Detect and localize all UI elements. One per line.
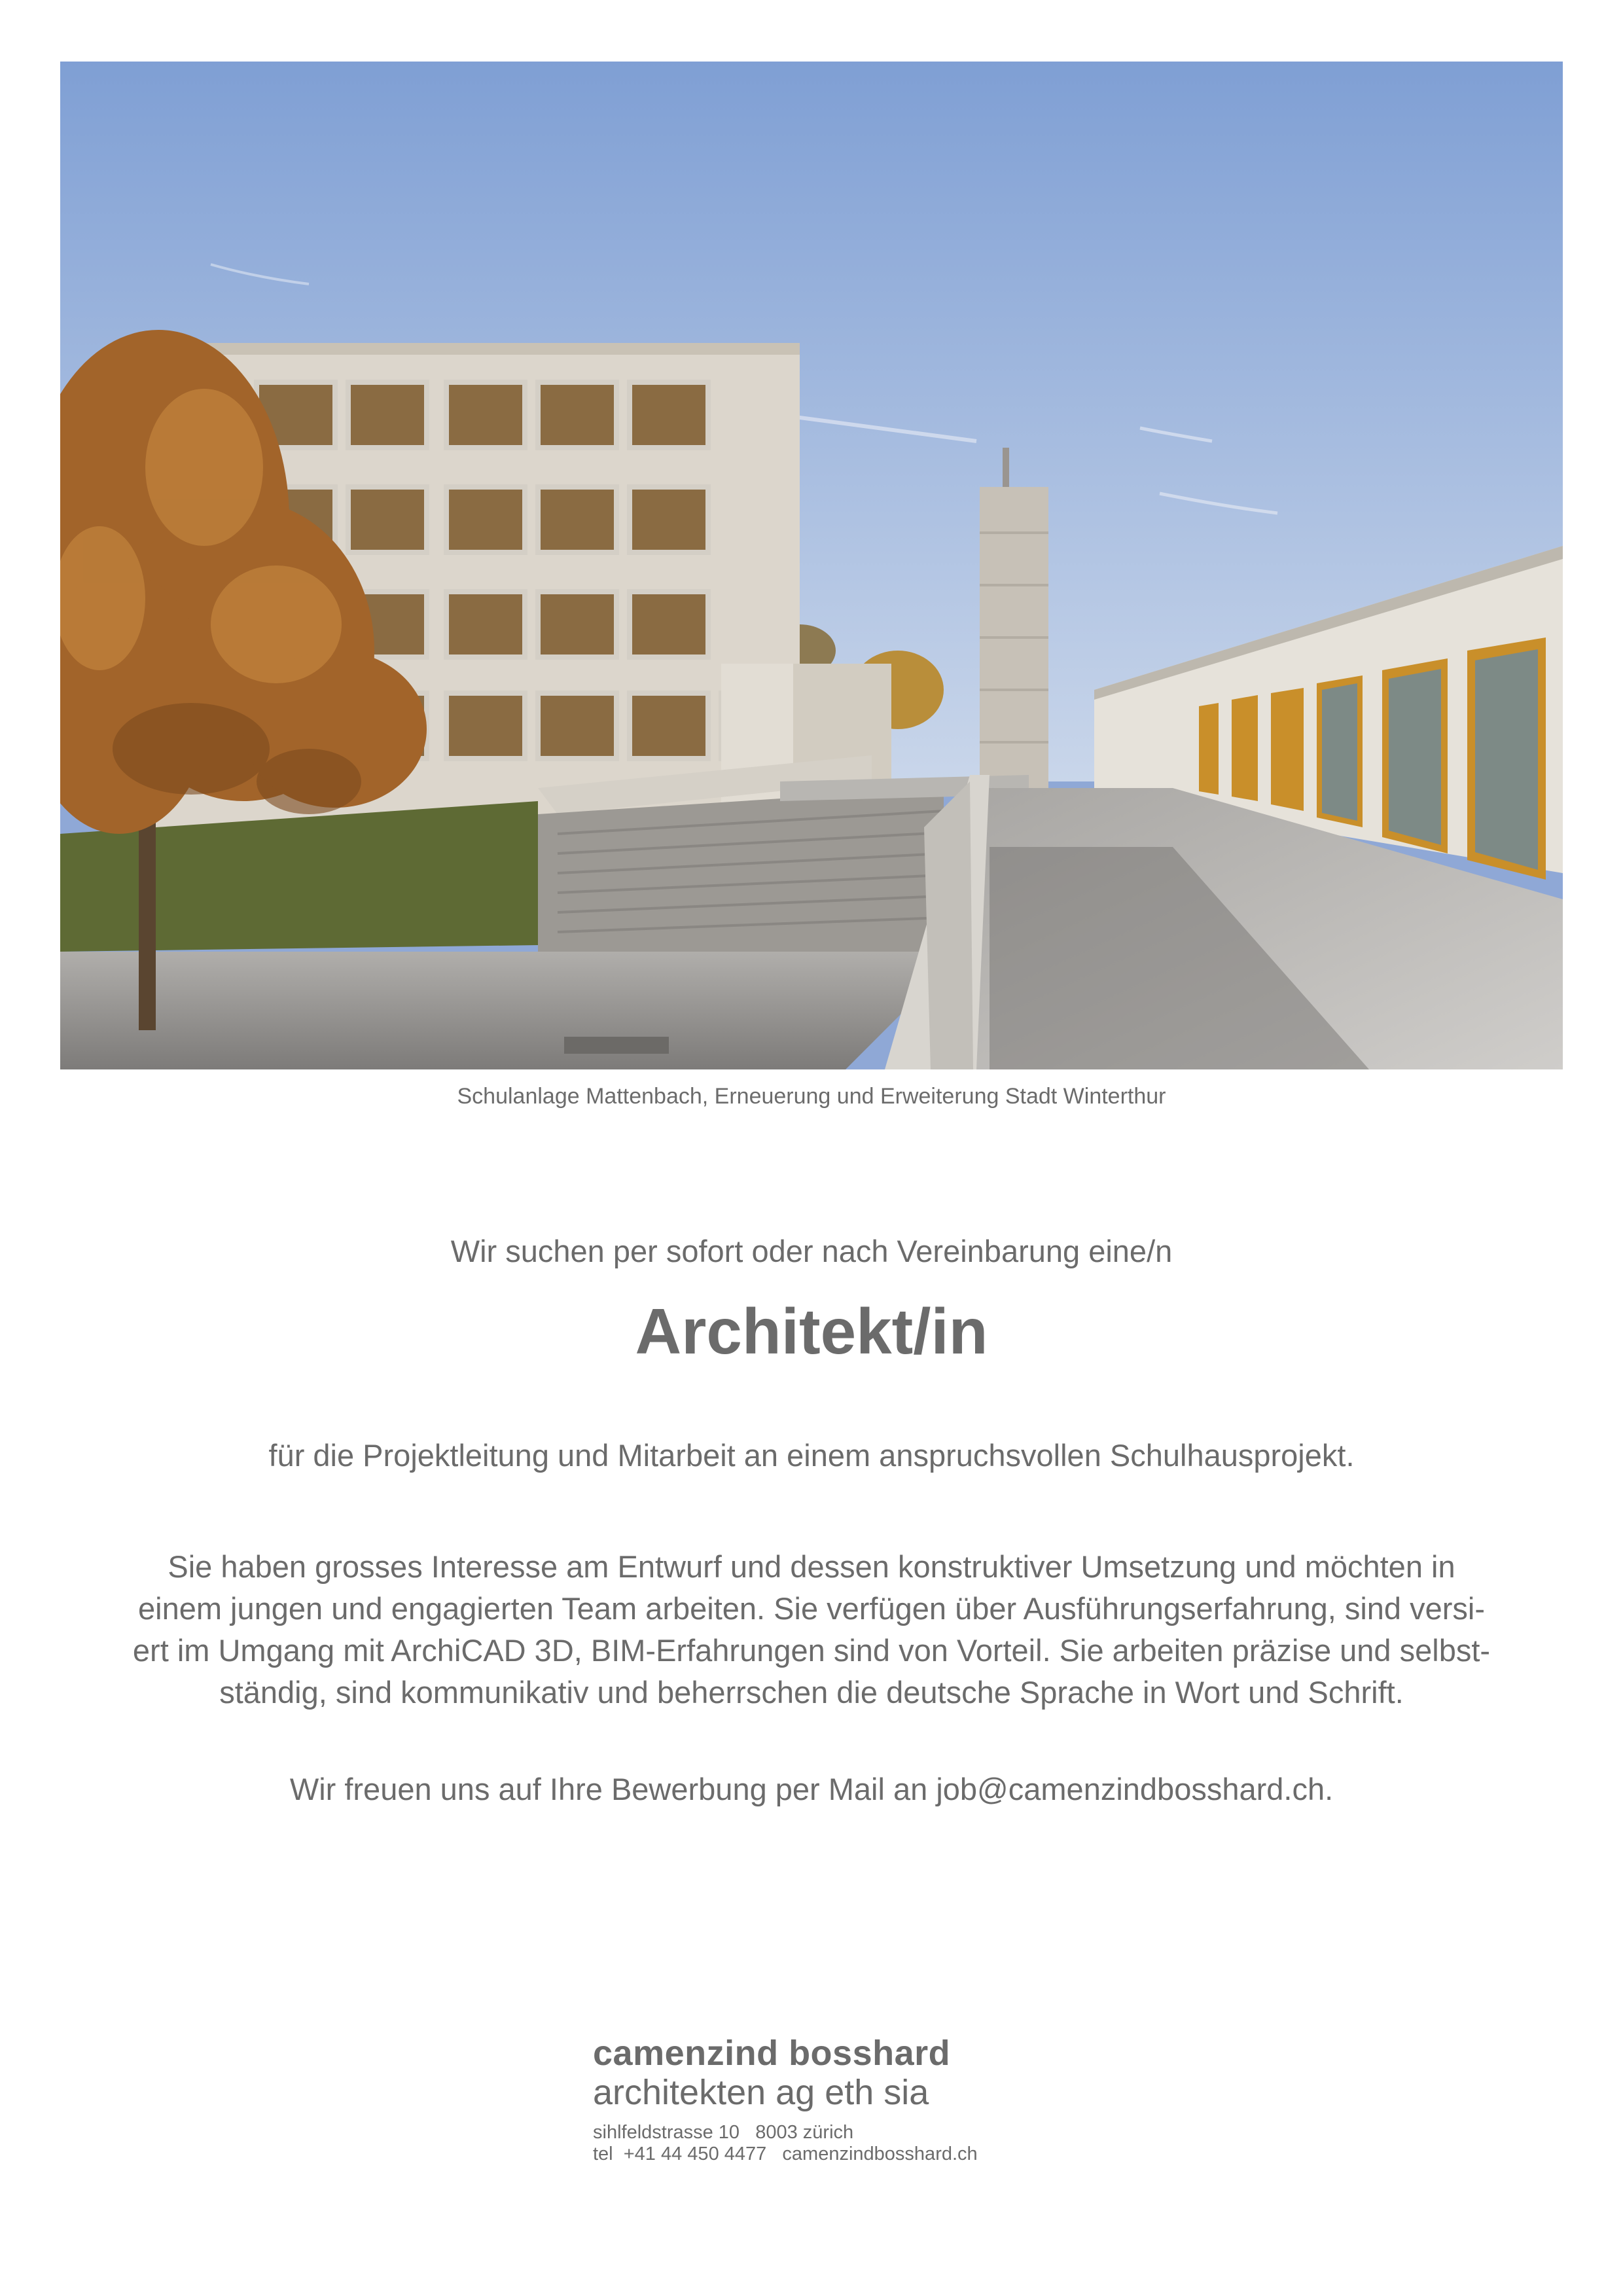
school-building-photo — [60, 62, 1563, 1069]
company-contact: tel +41 44 450 4477 camenzindbosshard.ch — [593, 2144, 978, 2164]
job-title: Architekt/in — [635, 1295, 988, 1367]
company-footer — [593, 2034, 1182, 2165]
description-line: ert im Umgang mit ArchiCAD 3D, BIM-Erfahrungen sind von Vorteil. Sie arbeiten präzise und selbst- — [132, 1633, 1491, 1668]
photo-illustration — [60, 62, 1563, 1069]
company-address: sihlfeldstrasse 10 8003 zürich — [593, 2122, 854, 2143]
company-address-block — [593, 2122, 1182, 2165]
job-role: für die Projektleitung und Mitarbeit an einem anspruchsvollen Schulhausprojekt. — [268, 1438, 1355, 1473]
paved-path — [60, 952, 963, 1069]
company-subtitle: architekten ag eth sia — [593, 2073, 929, 2112]
description-line: einem jungen und engagierten Team arbeiten. Sie verfügen über Ausführungserfahrung, sind versi- — [137, 1591, 1486, 1626]
job-description — [79, 1546, 1544, 1713]
description-line: Sie haben grosses Interesse am Entwurf und dessen konstruktiver Umsetzung und möchten in — [168, 1549, 1455, 1584]
application-call-to-action: Wir freuen uns auf Ihre Bewerbung per Mail an job@camenzindbosshard.ch. — [289, 1772, 1334, 1806]
description-line: ständig, sind kommunikativ und beherrschen die deutsche Sprache in Wort und Schrift. — [219, 1675, 1404, 1710]
bell-tower — [980, 487, 1048, 814]
job-intro: Wir suchen per sofort oder nach Vereinbarung eine/n — [450, 1234, 1173, 1268]
photo-caption: Schulanlage Mattenbach, Erneuerung und Erweiterung Stadt Winterthur — [457, 1084, 1166, 1109]
company-name: camenzind bosshard — [593, 2034, 951, 2073]
